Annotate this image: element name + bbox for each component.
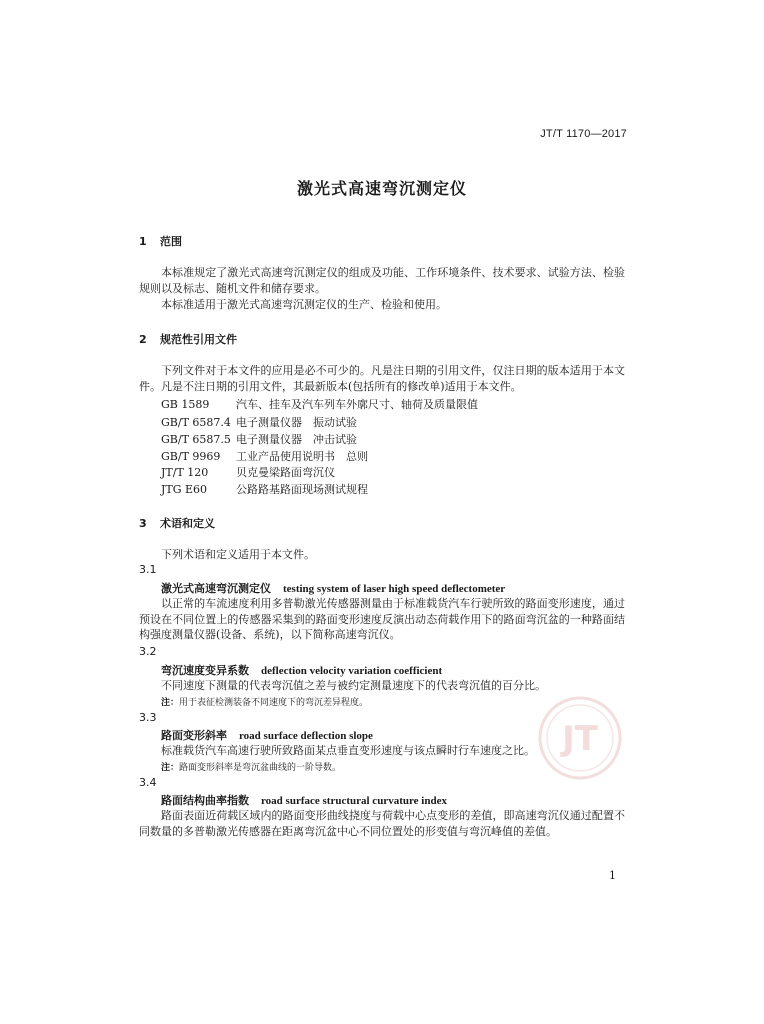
note-label: 注： — [161, 763, 180, 773]
section-title: 术语和定义 — [160, 517, 215, 530]
term-note — [161, 760, 341, 773]
term-heading — [161, 662, 442, 678]
term-english: road surface structural curvature index — [261, 795, 447, 807]
reference-item — [161, 481, 368, 496]
reference-code: GB/T 6587.5 — [161, 433, 231, 446]
reference-item — [161, 448, 368, 463]
reference-title: 工业产品使用说明书 总则 — [236, 450, 368, 463]
reference-item — [161, 431, 357, 446]
standard-number: JT/T 1170—2017 — [540, 128, 627, 140]
term-heading — [161, 727, 373, 743]
reference-title: 电子测量仪器 冲击试验 — [236, 433, 357, 446]
term-number: 3.3 — [139, 711, 157, 724]
term-chinese: 路面结构曲率指数 — [161, 794, 249, 807]
reference-item — [161, 414, 357, 429]
reference-title: 公路路基路面现场测试规程 — [236, 483, 368, 496]
term-note — [161, 695, 368, 708]
reference-code: GB 1589 — [161, 398, 210, 411]
note-text: 路面变形斜率是弯沉盆曲线的一阶导数。 — [179, 763, 342, 773]
section-title: 规范性引用文件 — [160, 333, 237, 346]
reference-item — [161, 464, 335, 479]
reference-title: 电子测量仪器 振动试验 — [236, 416, 357, 429]
jt-watermark-logo — [536, 694, 624, 782]
reference-code: JT/T 120 — [161, 466, 209, 479]
term-definition: 路面表面近荷载区域内的路面变形曲线挠度与荷载中心点变形的差值，即高速弯沉仪通过配置不同数量的多普勒激光传感器在距离弯沉盆中心不同位置处的形变值与弯沉峰值的差值。 — [139, 809, 625, 838]
term-english: deflection velocity variation coefficient — [261, 665, 443, 677]
paragraph: 下列术语和定义适用于本文件。 — [161, 548, 315, 561]
watermark-text: JT — [562, 719, 598, 759]
term-definition: 标准载货汽车高速行驶所致路面某点垂直变形速度与该点瞬时行车速度之比。 — [161, 744, 535, 757]
note-text: 用于表征检测装备不同速度下的弯沉差异程度。 — [179, 698, 369, 708]
section-1-heading — [139, 233, 182, 249]
term-english: road surface deflection slope — [239, 730, 373, 742]
term-number: 3.4 — [139, 776, 157, 789]
paragraph: 下列文件对于本文件的应用是必不可少的。凡是注日期的引用文件，仅注日期的版本适用于本文件。凡是不注日期的引用文件，其最新版本(包括所有的修改单)适用于本文件。 — [139, 364, 625, 393]
term-number: 3.1 — [139, 563, 157, 576]
term-heading — [161, 792, 447, 808]
paragraph: 本标准规定了激光式高速弯沉测定仪的组成及功能、工作环境条件、技术要求、试验方法、检验规则以及标志、随机文件和储存要求。 — [139, 266, 625, 295]
note-label: 注： — [161, 698, 180, 708]
reference-title: 汽车、挂车及汽车列车外廓尺寸、轴荷及质量限值 — [236, 398, 478, 411]
term-number: 3.2 — [139, 645, 157, 658]
term-definition: 不同速度下测量的代表弯沉值之差与被约定测量速度下的代表弯沉值的百分比。 — [161, 679, 546, 692]
term-heading — [161, 580, 505, 596]
term-definition: 以正常的车流速度利用多普勒激光传感器测量由于标准载货汽车行驶所致的路面变形速度，通过预设在不同位置上的传感器采集到的路面变形速度反演出动态荷载作用下的路面弯沉盆的一种路面结构强度测量仪器(设备、系统)，以下简称高速弯沉仪。 — [139, 597, 625, 641]
section-title: 范围 — [160, 235, 182, 248]
section-3-heading — [139, 515, 215, 531]
reference-code: GB/T 9969 — [161, 450, 221, 463]
page-number: 1 — [609, 869, 616, 882]
section-number: 1 — [139, 235, 147, 248]
reference-code: JTG E60 — [161, 483, 208, 496]
section-2-heading — [139, 331, 237, 347]
term-chinese: 激光式高速弯沉测定仪 — [161, 582, 271, 595]
reference-item — [161, 396, 478, 411]
section-number: 2 — [139, 333, 147, 346]
term-chinese: 弯沉速度变异系数 — [161, 664, 249, 677]
reference-code: GB/T 6587.4 — [161, 416, 231, 429]
term-chinese: 路面变形斜率 — [161, 729, 227, 742]
document-title: 激光式高速弯沉测定仪 — [296, 179, 467, 198]
term-english: testing system of laser high speed deflectometer — [283, 583, 506, 595]
reference-title: 贝克曼梁路面弯沉仪 — [236, 466, 335, 479]
section-number: 3 — [139, 517, 147, 530]
paragraph: 本标准适用于激光式高速弯沉测定仪的生产、检验和使用。 — [161, 298, 447, 311]
